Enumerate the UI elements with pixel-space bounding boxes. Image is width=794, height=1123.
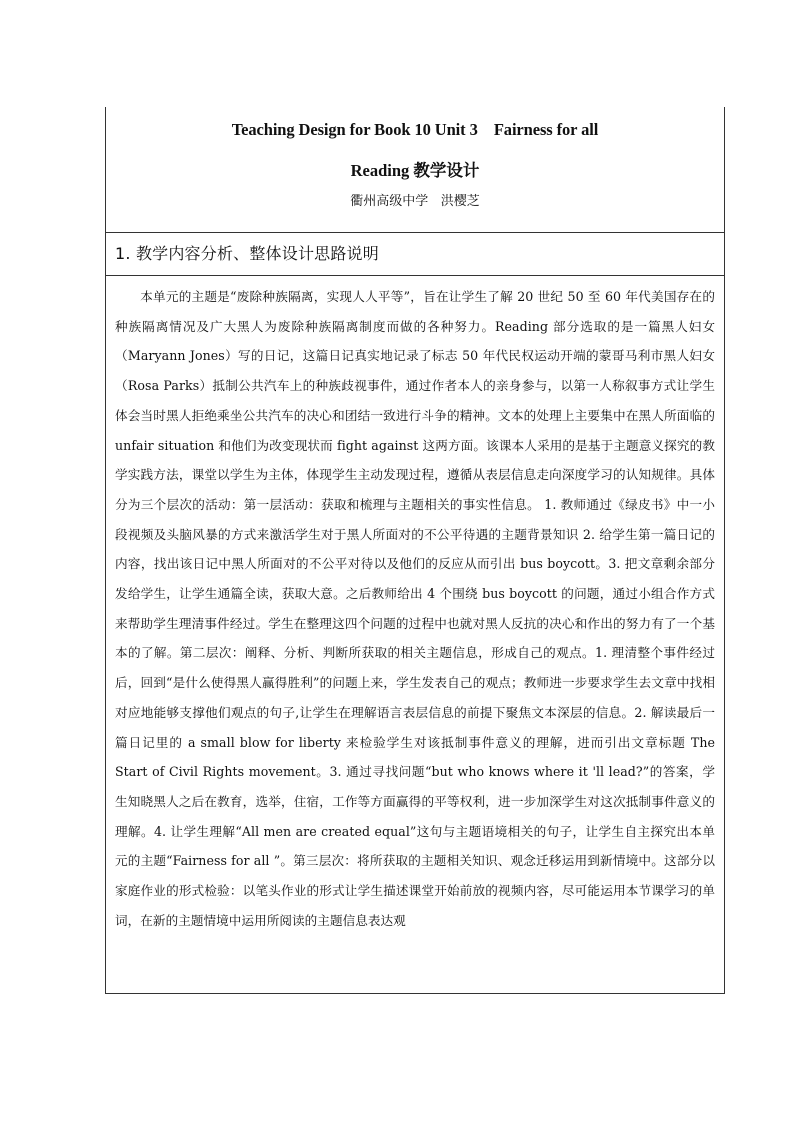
document-table	[105, 107, 725, 994]
section-heading-cell	[106, 233, 724, 276]
document-title: Teaching Design for Book 10 Unit 3 Fairness for all	[231, 120, 599, 139]
author-line: 衢州高级中学 洪樱芝	[350, 194, 480, 209]
title-cell	[106, 107, 724, 233]
body-cell	[106, 276, 724, 993]
body-paragraph: 本单元的主题是“废除种族隔离，实现人人平等”，旨在让学生了解 20 世纪 50 至 60 年代美国存在的种族隔离情况及广大黑人为废除种族隔离制度而做的各种努力。Reading 部分选取的是一篇黑人妇女（Maryann Jones）写的日记，这篇日记真实地记录了标志 50 年代民权运动开端的蒙哥马利市黑人妇女（Rosa Parks）抵制公共汽车上的种族歧视事件，通过作者本人的亲身参与，以第一人称叙事方式让学生体会当时黑人拒绝乘坐公共汽车的决心和团结一致进行斗争的精神。文本的处理上主要集中在黑人所面临的 unfair situation 和他们为改变现状而 fight against 这两方面。该课本人采用的是基于主题意义探究的教学实践方法，课堂以学生为主体，体现学生主动发现过程，遵循从表层信息走向深度学习的认知规律。具体分为三个层次的活动：第一层活动：获取和梳理与主题相关的事实性信息。 1. 教师通过《绿皮书》中一小段视频及头脑风暴的方式来激活学生对于黑人所面对的不公平待遇的主题背景知识 2. 给学生第一篇日记的内容，找出该日记中黑人所面对的不公平对待以及他们的反应从而引出 bus boycott。3. 把文章剩余部分发给学生，让学生通篇全读，获取大意。之后教师给出 4 个围绕 bus boycott 的问题，通过小组合作方式来帮助学生理清事件经过。学生在整理这四个问题的过程中也就对黑人反抗的决心和作出的努力有了一个基本的了解。第二层次：阐释、分析、判断所获取的相关主题信息，形成自己的观点。1. 理清整个事件经过后，回到“是什么使得黑人赢得胜利”的问题上来，学生发表自己的观点；教师进一步要求学生去文章中找相对应地能够支撑他们观点的句子,让学生在理解语言表层信息的前提下聚焦文本深层的信息。2. 解读最后一篇日记里的 a small blow for liberty 来检验学生对该抵制事件意义的理解，进而引出文章标题 The Start of Civil Rights movement。3. 通过寻找问题“but who knows where it 'll lead?”的答案，学生知晓黑人之后在教育，选举，住宿，工作等方面赢得的平等权利，进一步加深学生对这次抵制事件意义的理解。4. 让学生理解“All men are created equal”这句与主题语境相关的句子，让学生自主探究出本单元的主题“Fairness for all ”。第三层次：将所获取的主题相关知识、观念迁移运用到新情境中。这部分以家庭作业的形式检验：以笔头作业的形式让学生描述课堂开始前放的视频内容，尽可能运用本节课学习的单词，在新的主题情境中运用所阅读的主题信息表达观	[115, 289, 715, 928]
section-heading: 1. 教学内容分析、整体设计思路说明	[115, 244, 379, 263]
document-subtitle: Reading 教学设计	[350, 161, 480, 180]
